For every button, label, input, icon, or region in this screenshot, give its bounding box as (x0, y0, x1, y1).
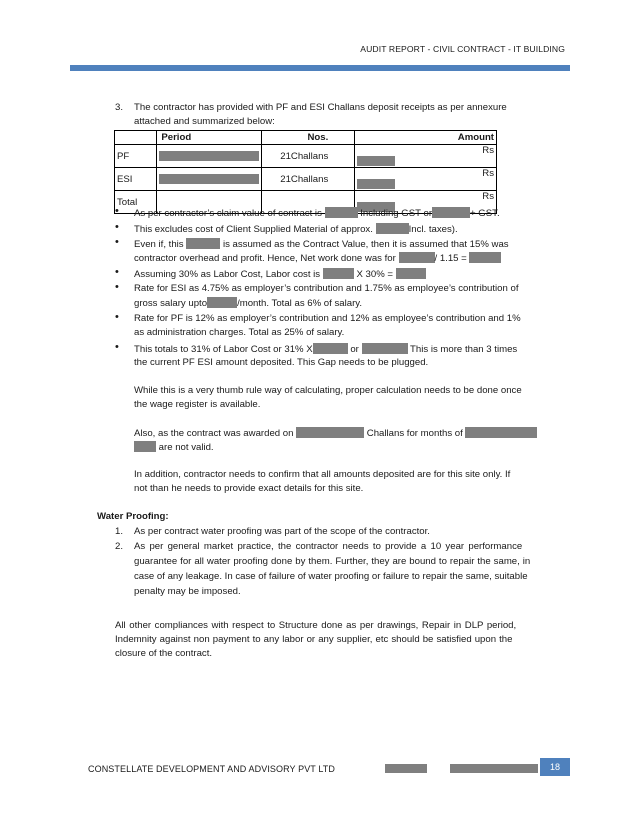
text-fragment: Including GST or (360, 208, 433, 219)
header-bar (70, 65, 570, 71)
table-header-row (115, 131, 497, 145)
text-fragment: gross salary upto (134, 298, 208, 309)
redaction (376, 223, 409, 234)
text-fragment: is assumed as the Contract Value, then it is assumed that 15% was (222, 239, 509, 250)
table-cell-label: ESI (115, 168, 157, 191)
item3-number: 3. (115, 102, 124, 113)
footer-redaction (385, 764, 427, 773)
para-contract-line1 (134, 427, 537, 439)
text-fragment: Also, as the contract was awarded on (134, 428, 294, 439)
bullet-icon: • (115, 311, 119, 323)
table-cell-period (157, 145, 262, 168)
bullet-icon: • (115, 266, 119, 278)
bullet-text-5: Rate for ESI as 4.75% as employer’s contribution and 1.75% as employee’s contribution of (134, 283, 519, 294)
text-fragment: This is more than 3 times (410, 344, 518, 355)
bullet-icon: • (115, 281, 119, 293)
para-contract-line2 (134, 441, 214, 453)
redaction (362, 343, 408, 354)
bullet-text-6-line2: as administration charges. Total as 25% of salary. (134, 327, 345, 338)
text-fragment: As per contractor’s claim value of contract is (134, 208, 322, 219)
bullet-text-3 (134, 238, 509, 250)
text-fragment: This totals to 31% of Labor Cost or 31% X (134, 344, 313, 355)
bullet-text-1 (134, 207, 500, 219)
redaction (159, 151, 259, 161)
item3-line1: The contractor has provided with PF and ESI Challans deposit receipts as per annexure (134, 102, 507, 113)
redaction (325, 207, 358, 218)
header-title: AUDIT REPORT - CIVIL CONTRACT - IT BUILDING (360, 44, 565, 54)
water-item2-line3: case of any leakage. In case of failure of water proofing or failure to repair the same, suitable (134, 571, 528, 582)
redaction (432, 207, 470, 218)
redaction (207, 297, 237, 308)
bullet-icon: • (115, 341, 119, 353)
redaction (134, 441, 156, 452)
item3-line2: attached and summarized below: (134, 116, 275, 127)
table-cell-period (157, 168, 262, 191)
water-item2-line4: penalty may be imposed. (134, 586, 241, 597)
section-heading-water-proofing: Water Proofing: (97, 511, 169, 522)
water-item2-number: 2. (115, 541, 124, 552)
text-fragment: Assuming 30% as Labor Cost, Labor cost is (134, 269, 321, 280)
bullet-text-5-line2 (134, 297, 362, 309)
table-row (115, 168, 497, 191)
closing-line1: All other compliances with respect to Structure done as per drawings, Repair in DLP period, (115, 620, 517, 631)
para-calculation-line1: While this is a very thumb rule way of calculating, proper calculation needs to be done once (134, 385, 522, 396)
table-cell-nos: 21Challans (262, 168, 355, 191)
redaction (313, 343, 348, 354)
bullet-icon: • (115, 236, 119, 248)
table-cell-amount (355, 145, 497, 168)
text-fragment: / 1.15 = (434, 253, 467, 264)
bullet-text-7-line2: the current PF ESI amount deposited. This Gap needs to be plugged. (134, 357, 429, 368)
redaction (396, 268, 426, 279)
water-item2-line1: As per general market practice, the contractor needs to provide a 10 year performance (134, 541, 523, 552)
challan-table (114, 130, 497, 214)
amount-prefix: Rs (482, 191, 494, 202)
page-number: 18 (540, 758, 570, 776)
text-fragment: X 30% = (356, 269, 393, 280)
table-cell-label: Total (115, 191, 157, 214)
redaction (186, 238, 220, 249)
bullet-text-7 (134, 343, 517, 355)
water-item1-text: As per contract water proofing was part of the scope of the contractor. (134, 526, 430, 537)
text-fragment: /month. Total as 6% of salary. (237, 298, 363, 309)
table-cell-nos: 21Challans (262, 145, 355, 168)
footer-company: CONSTELLATE DEVELOPMENT AND ADVISORY PVT LTD (88, 764, 335, 774)
redaction (357, 179, 395, 189)
text-fragment: This excludes cost of Client Supplied Material of approx. (134, 224, 373, 235)
redaction (399, 252, 435, 263)
bullet-text-4 (134, 268, 426, 280)
redaction (357, 156, 395, 166)
redaction (469, 252, 501, 263)
closing-line2: Indemnity against non payment to any labor or any supplier, etc should be satisfied upon the (115, 634, 513, 645)
water-item1-number: 1. (115, 526, 124, 537)
table-row (115, 145, 497, 168)
table-header-period: Period (157, 131, 262, 145)
text-fragment: Even if, this (134, 239, 184, 250)
redaction (159, 174, 259, 184)
footer-redaction (450, 764, 538, 773)
text-fragment: are not valid. (158, 442, 214, 453)
table-header-blank (115, 131, 157, 145)
amount-prefix: Rs (482, 145, 494, 156)
water-item2-line2: guarantee for all water proofing done by them. Further, they are bound to repair the same, in (134, 556, 531, 567)
table-cell-label: PF (115, 145, 157, 168)
closing-line3: closure of the contract. (115, 648, 213, 659)
table-header-amount: Amount (355, 131, 497, 145)
bullet-icon: • (115, 221, 119, 233)
text-fragment: contractor overhead and profit. Hence, Net work done was for (134, 253, 396, 264)
text-fragment: Challans for months of (366, 428, 463, 439)
text-fragment: or (350, 344, 359, 355)
redaction (465, 427, 537, 438)
text-fragment: Incl. taxes). (408, 224, 458, 235)
table-cell-amount (355, 168, 497, 191)
bullet-text-3-line2 (134, 252, 501, 264)
amount-prefix: Rs (482, 168, 494, 179)
redaction (323, 268, 354, 279)
bullet-text-2 (134, 223, 458, 235)
text-fragment: + GST. (470, 208, 500, 219)
table-header-nos: Nos. (262, 131, 355, 145)
bullet-icon: • (115, 205, 119, 217)
para-calculation-line2: the wage register is available. (134, 399, 261, 410)
para-addition-line1: In addition, contractor needs to confirm that all amounts deposited are for this site only. If (134, 469, 511, 480)
bullet-text-6: Rate for PF is 12% as employer’s contribution and 12% as employee’s contribution and 1% (134, 313, 521, 324)
redaction (296, 427, 364, 438)
para-addition-line2: not than he needs to provide exact details for this site. (134, 483, 364, 494)
